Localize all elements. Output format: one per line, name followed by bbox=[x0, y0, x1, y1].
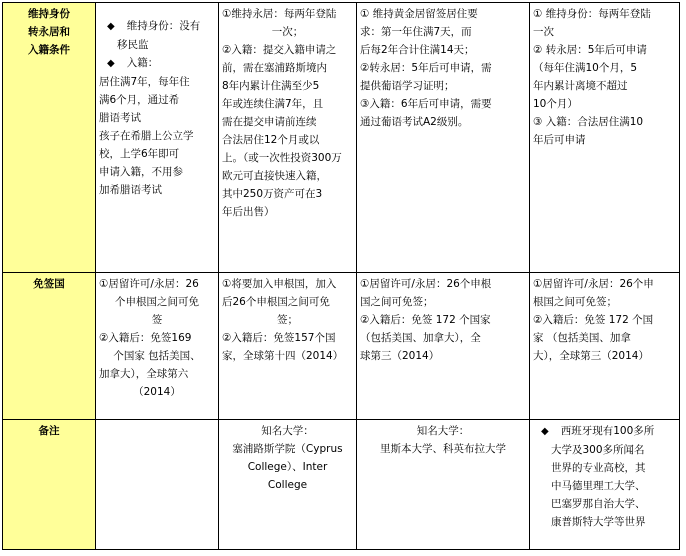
table-row bbox=[3, 3, 680, 273]
header-visa-free: 免签国 bbox=[3, 273, 96, 420]
spain-notes-cell: ◆ 西班牙现有100多所 大学及300多所闻名 世界的专业高校，其 中马德里理工大学、 巴塞罗那自治大学、 康普斯特大学等世界 bbox=[530, 420, 680, 550]
portugal-notes-cell: 知名大学： 里斯本大学、科英布拉大学 bbox=[357, 420, 530, 550]
cyprus-visa-cell: ①将要加入申根国，加入 后26个申根国之间可免 签； ②入籍后：免签157个国 家，全球第十四（2014） bbox=[219, 273, 357, 420]
cyprus-conditions-cell: ①维持永居：每两年登陆 一次； ②入籍：提交入籍申请之 前，需在塞浦路斯境内 8年内累计住满至少5 年或连续住满7年，且 需在提交申请前连续 合法居住12个月或以 上。（或一次性投资300万 欧元可直接快速入籍， 其中250万资产可在3 年后出售） bbox=[219, 3, 357, 273]
greece-conditions-cell: ◆ 维持身份：没有 移民监 ◆ 入籍： 居住满7年，每年住 满6个月，通过希 腊语考试 孩子在希腊上公立学 校，上学6年即可 申请入籍，不用参 加希腊语考试 bbox=[96, 3, 219, 273]
portugal-conditions-cell: ① 维持黄金居留签居住要 求：第一年住满7天，而 后每2年合计住满14天； ②转永居：5年后可申请，需 提供葡语学习证明； ③入籍：6年后可申请，需要 通过葡语考试A2级别。 bbox=[357, 3, 530, 273]
spain-conditions-cell: ① 维持身份：每两年登陆 一次 ② 转永居：5年后可申请 （每年住满10个月，5 年内累计离境不超过 10个月） ③ 入籍：合法居住满10 年后可申请 bbox=[530, 3, 680, 273]
diamond-bullet-icon: ◆ bbox=[107, 58, 115, 69]
comparison-table bbox=[2, 2, 680, 550]
table-row bbox=[3, 273, 680, 420]
spain-visa-cell: ①居留许可/永居：26个申 根国之间可免签； ②入籍后：免签 172 个国 家 （包括美国、加拿 大），全球第三（2014） bbox=[530, 273, 680, 420]
cyprus-notes-cell: 知名大学： 塞浦路斯学院（Cyprus College）、Inter College bbox=[219, 420, 357, 550]
diamond-bullet-icon: ◆ bbox=[541, 426, 549, 437]
diamond-bullet-icon: ◆ bbox=[107, 21, 115, 32]
greece-notes-cell bbox=[96, 420, 219, 550]
greece-visa-cell: ①居留许可/永居：26 个申根国之间可免 签 ②入籍后：免签169 个国家 包括美国、 加拿大），全球第六 （2014） bbox=[96, 273, 219, 420]
header-status-conditions: 维持身份 转永居和 入籍条件 bbox=[3, 3, 96, 273]
portugal-visa-cell: ①居留许可/永居：26个申根 国之间可免签； ②入籍后：免签 172 个国家 （包括美国、加拿大），全 球第三（2014） bbox=[357, 273, 530, 420]
table-row bbox=[3, 420, 680, 550]
header-notes: 备注 bbox=[3, 420, 96, 550]
